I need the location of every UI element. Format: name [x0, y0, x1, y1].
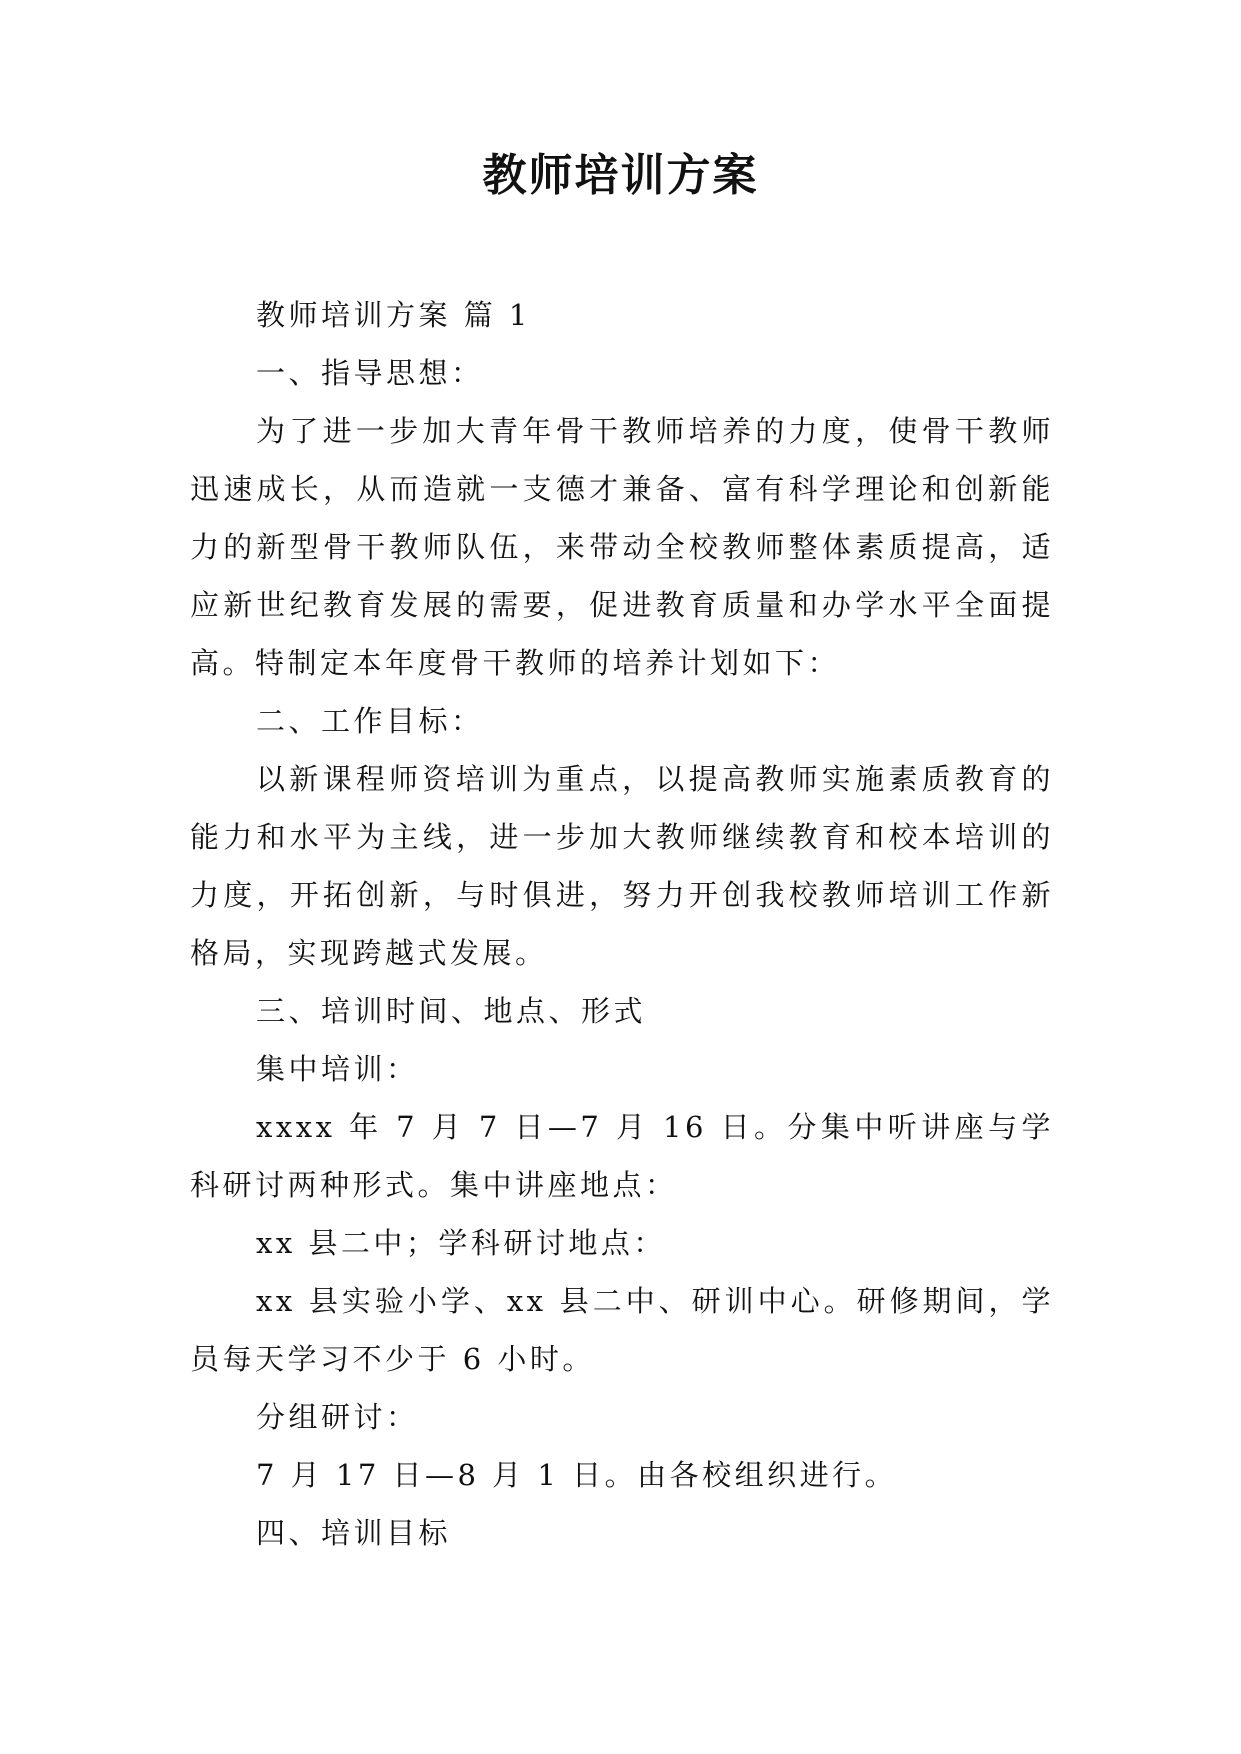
paragraph-section-heading: 教师培训方案 篇 1 [256, 298, 531, 332]
paragraph-centralized-training-dates: xxxx 年 7 月 7 日—7 月 16 日。分集中听讲座与学科研讨两种形式。集中讲座地点： [190, 1110, 1054, 1202]
document-body [190, 286, 1054, 1562]
paragraph-heading-training-goals: 四、培训目标 [256, 1516, 452, 1550]
paragraph-heading-work-goals: 二、工作目标： [256, 704, 484, 738]
document-title: 教师培训方案 [482, 150, 759, 201]
paragraph-lecture-location: xx 县二中；学科研讨地点： [256, 1226, 666, 1260]
paragraph-work-goals: 以新课程师资培训为重点，以提高教师实施素质教育的能力和水平为主线，进一步加大教师继续教育和校本培训的力度，开拓创新，与时俱进，努力开创我校教师培训工作新格局，实现跨越式发展。 [190, 762, 1054, 970]
paragraph-seminar-locations: xx 县实验小学、xx 县二中、研训中心。研修期间，学员每天学习不少于 6 小时。 [190, 1284, 1054, 1376]
paragraph-heading-training-time-place: 三、培训时间、地点、形式 [256, 994, 647, 1028]
paragraph-heading-guiding-ideology: 一、指导思想： [256, 356, 484, 390]
paragraph-group-seminar-dates: 7 月 17 日—8 月 1 日。由各校组织进行。 [256, 1458, 898, 1492]
paragraph-heading-centralized-training: 集中培训： [256, 1052, 419, 1086]
paragraph-heading-group-seminar: 分组研讨： [256, 1400, 419, 1434]
paragraph-guiding-ideology: 为了进一步加大青年骨干教师培养的力度，使骨干教师迅速成长，从而造就一支德才兼备、富有科学理论和创新能力的新型骨干教师队伍，来带动全校教师整体素质提高，适应新世纪教育发展的需要，促进教育质量和办学水平全面提高。特制定本年度骨干教师的培养计划如下： [190, 414, 1054, 680]
